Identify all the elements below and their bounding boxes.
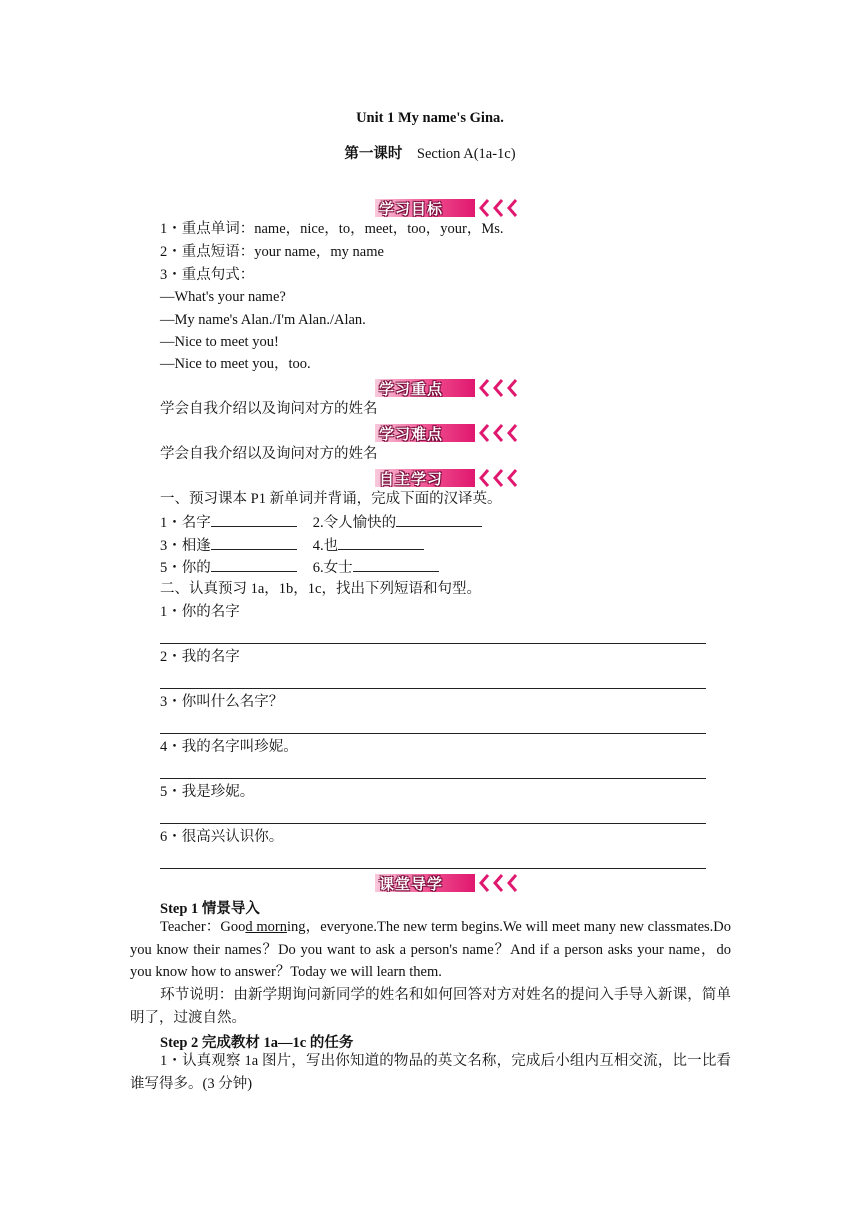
vocab-row-1 [160,512,482,532]
phrase-question-1: 1・你的名字 [160,604,240,620]
answer-blank[interactable] [353,557,439,572]
answer-blank[interactable] [211,557,297,572]
answer-blank[interactable] [211,535,297,550]
goal-sentence-2: —My name's Alan./I'm Alan./Alan. [160,312,366,328]
banner-goals [375,197,525,219]
vocab-row-3 [160,557,439,577]
answer-line[interactable] [160,868,706,869]
vocab-label-4: 4.也 [312,538,339,554]
banner-classroom [375,872,525,894]
goal-item-2: 2・重点短语：your name，my name [160,244,384,260]
subtitle-lesson: 第一课时 [344,146,403,162]
goal-sentence-3: —Nice to meet you! [160,334,279,350]
subtitle-section: Section A(1a-1c) [416,146,516,162]
vocab-row-2 [160,535,424,555]
step1-pre: Teacher：Goo [160,919,246,935]
chevrons-icon [477,197,525,219]
step1-paragraph [130,916,731,984]
answer-blank[interactable] [338,535,424,550]
chevrons-icon [477,422,525,444]
vocab-label-2: 2.令人愉快的 [312,515,397,531]
transition-note [130,984,731,1029]
key-points-text: 学会自我介绍以及询问对方的姓名 [160,401,378,417]
banner-label: 课堂导学 [379,875,444,893]
banner-self-study [375,467,525,489]
phrase-question-3: 3・你叫什么名字？ [160,694,284,710]
phrase-question-6: 6・很高兴认识你。 [160,829,284,845]
goal-sentence-4: —Nice to meet you，too. [160,356,311,372]
banner-label: 学习目标 [379,200,444,218]
self-study-part1: 一、预习课本 P1 新单词并背诵，完成下面的汉译英。 [160,491,502,507]
answer-line[interactable] [160,778,706,779]
phrase-question-4: 4・我的名字叫珍妮。 [160,739,298,755]
step1-post: ing，everyone.The new term begins.We will meet many new classmates.Do you know their names？Do you want to ask a person's name？And if a person asks your name，do you know how to answer？Today we will learn them. [130,919,731,980]
step2-item-1-text: 1・认真观察 1a 图片，写出你知道的物品的英文名称，完成后小组内互相交流，比一比看谁写得多。(3 分钟) [130,1053,731,1092]
goal-sentence-1: —What's your name? [160,289,286,305]
difficulties-text: 学会自我介绍以及询问对方的姓名 [160,446,378,462]
goal-item-1: 1・重点单词：name，nice，to，meet，too，your，Ms. [160,221,504,237]
self-study-part2: 二、认真预习 1a，1b，1c，找出下列短语和句型。 [160,581,481,597]
step1-underlined: d morn [245,919,287,935]
step2-item-1 [130,1050,731,1095]
vocab-label-3: 3・相逢 [160,538,211,554]
vocab-label-6: 6.女士 [312,560,353,576]
page-subtitle [0,142,860,163]
answer-line[interactable] [160,688,706,689]
vocab-label-1: 1・名字 [160,515,211,531]
goal-item-3: 3・重点句式： [160,267,255,283]
step2-title: Step 2 完成教材 1a—1c 的任务 [160,1035,354,1051]
chevrons-icon [477,467,525,489]
phrase-question-2: 2・我的名字 [160,649,240,665]
page-title: Unit 1 My name's Gina. [356,110,504,126]
banner-key-points [375,377,525,399]
vocab-label-5: 5・你的 [160,560,211,576]
chevrons-icon [477,872,525,894]
answer-line[interactable] [160,823,706,824]
banner-label: 自主学习 [379,470,444,488]
phrase-question-5: 5・我是珍妮。 [160,784,255,800]
answer-blank[interactable] [211,512,297,527]
banner-label: 学习难点 [379,425,444,443]
banner-label: 学习重点 [379,380,444,398]
step1-title: Step 1 情景导入 [160,901,260,917]
answer-line[interactable] [160,643,706,644]
transition-note-text: 环节说明：由新学期询问新同学的姓名和如何回答对方对姓名的提问入手导入新课，简单明了，过渡自然。 [130,987,731,1026]
answer-line[interactable] [160,733,706,734]
chevrons-icon [477,377,525,399]
answer-blank[interactable] [396,512,482,527]
banner-difficulties [375,422,525,444]
